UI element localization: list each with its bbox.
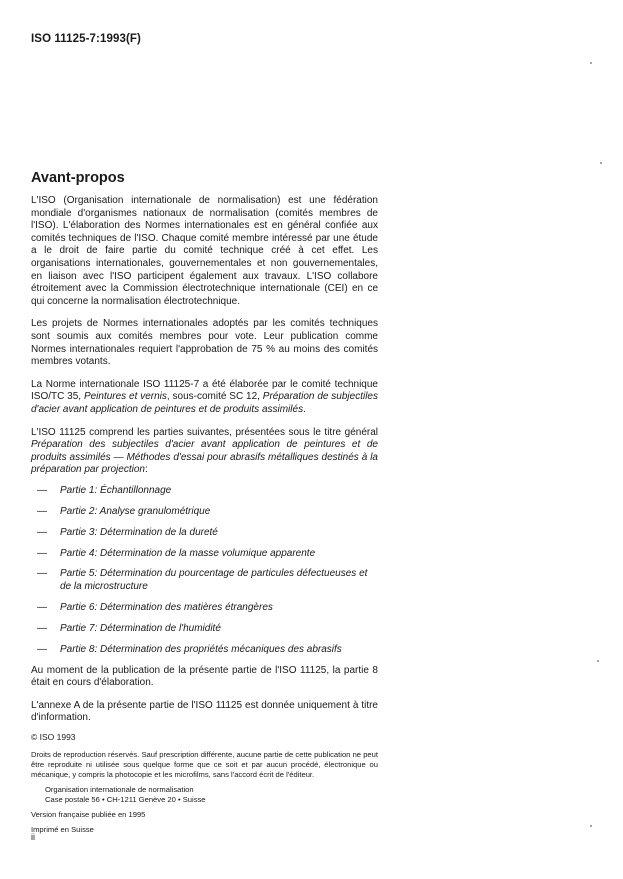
copyright-notice: © ISO 1993: [31, 731, 76, 742]
paragraph-iso-intro: L'ISO (Organisation internationale de normalisation) est une fédération mondiale d'organismes nationaux de normalisation (comités membres de l'ISO). L'élaboration des Normes internationales est en général confiée aux comités techniques de l'ISO. Chaque comité membre intéressé par une étude a le droit de faire partie du comité technique créé à cet effet. Les organisations internationales, gouvernementales et non gouvernementales, en liaison avec l'ISO participent également aux travaux. L'ISO collabore étroitement avec la Commission électrotechnique internationale (CEI) en ce qui concerne la normalisation électrotechnique.: [31, 195, 378, 307]
list-item: — Partie 1: Échantillonnage: [37, 484, 172, 496]
publisher-org: Organisation internationale de normalisation: [45, 785, 194, 795]
scan-speck: [597, 660, 599, 662]
paragraph-voting: Les projets de Normes internationales adoptés par les comités techniques sont soumis aux comités membres pour vote. Leur publication comme Normes internationales requiert l'approbation de 75 % au moins des comités membres votants.: [31, 318, 378, 368]
list-item: — Partie 6: Détermination des matières étrangères: [37, 601, 273, 613]
document-body: [31, 195, 378, 841]
standard-header: ISO 11125-7:1993(F): [31, 33, 141, 45]
parts-list: [31, 485, 378, 656]
list-item: — Partie 2: Analyse granulométrique: [37, 505, 211, 517]
paragraph-part8-status: Au moment de la publication de la présente partie de l'ISO 11125, la partie 8 était en cours d'élaboration.: [31, 664, 378, 689]
list-item: — Partie 5: Détermination du pourcentage de particules défectueuses et de la microstructure: [37, 568, 368, 593]
scan-speck: [590, 62, 592, 64]
paragraph-parts-intro: L'ISO 11125 comprend les parties suivantes, présentées sous le titre général Préparation des subjectiles d'acier avant application de peintures et de produits assimilés — Méthodes d'essai pour abrasifs métalliques destinés à la préparation par projection:: [31, 426, 378, 476]
page-number: ii: [31, 832, 35, 842]
list-item: — Partie 7: Détermination de l'humidité: [37, 622, 221, 634]
paragraph-committee: La Norme internationale ISO 11125-7 a été élaborée par le comité technique ISO/TC 35, Peintures et vernis, sous-comité SC 12, Préparation de subjectiles d'acier avant application de peintures et de produits assimilés.: [31, 378, 378, 415]
printed-note: Imprimé en Suisse: [31, 825, 94, 835]
page-title: Avant-propos: [31, 170, 125, 186]
list-item: — Partie 8: Détermination des propriétés mécaniques des abrasifs: [37, 643, 342, 655]
paragraph-annex: L'annexe A de la présente partie de l'ISO 11125 est donnée uniquement à titre d'information.: [31, 699, 378, 724]
publisher-address: [45, 785, 378, 805]
list-item: — Partie 3: Détermination de la dureté: [37, 526, 218, 538]
publisher-postal: Case postale 56 • CH-1211 Genève 20 • Suisse: [45, 795, 206, 805]
list-item: — Partie 4: Détermination de la masse volumique apparente: [37, 547, 316, 559]
scan-speck: [590, 825, 592, 827]
scan-speck: [600, 162, 602, 164]
copyright-rights: Droits de reproduction réservés. Sauf prescription différente, aucune partie de cette publication ne peut être reproduite ni utilisée sous quelque forme que ce soit et par aucun procédé, électronique ou mécanique, y compris la photocopie et les microfilms, sans l'accord écrit de l'éditeur.: [31, 749, 378, 779]
version-note: Version française publiée en 1995: [31, 810, 146, 820]
